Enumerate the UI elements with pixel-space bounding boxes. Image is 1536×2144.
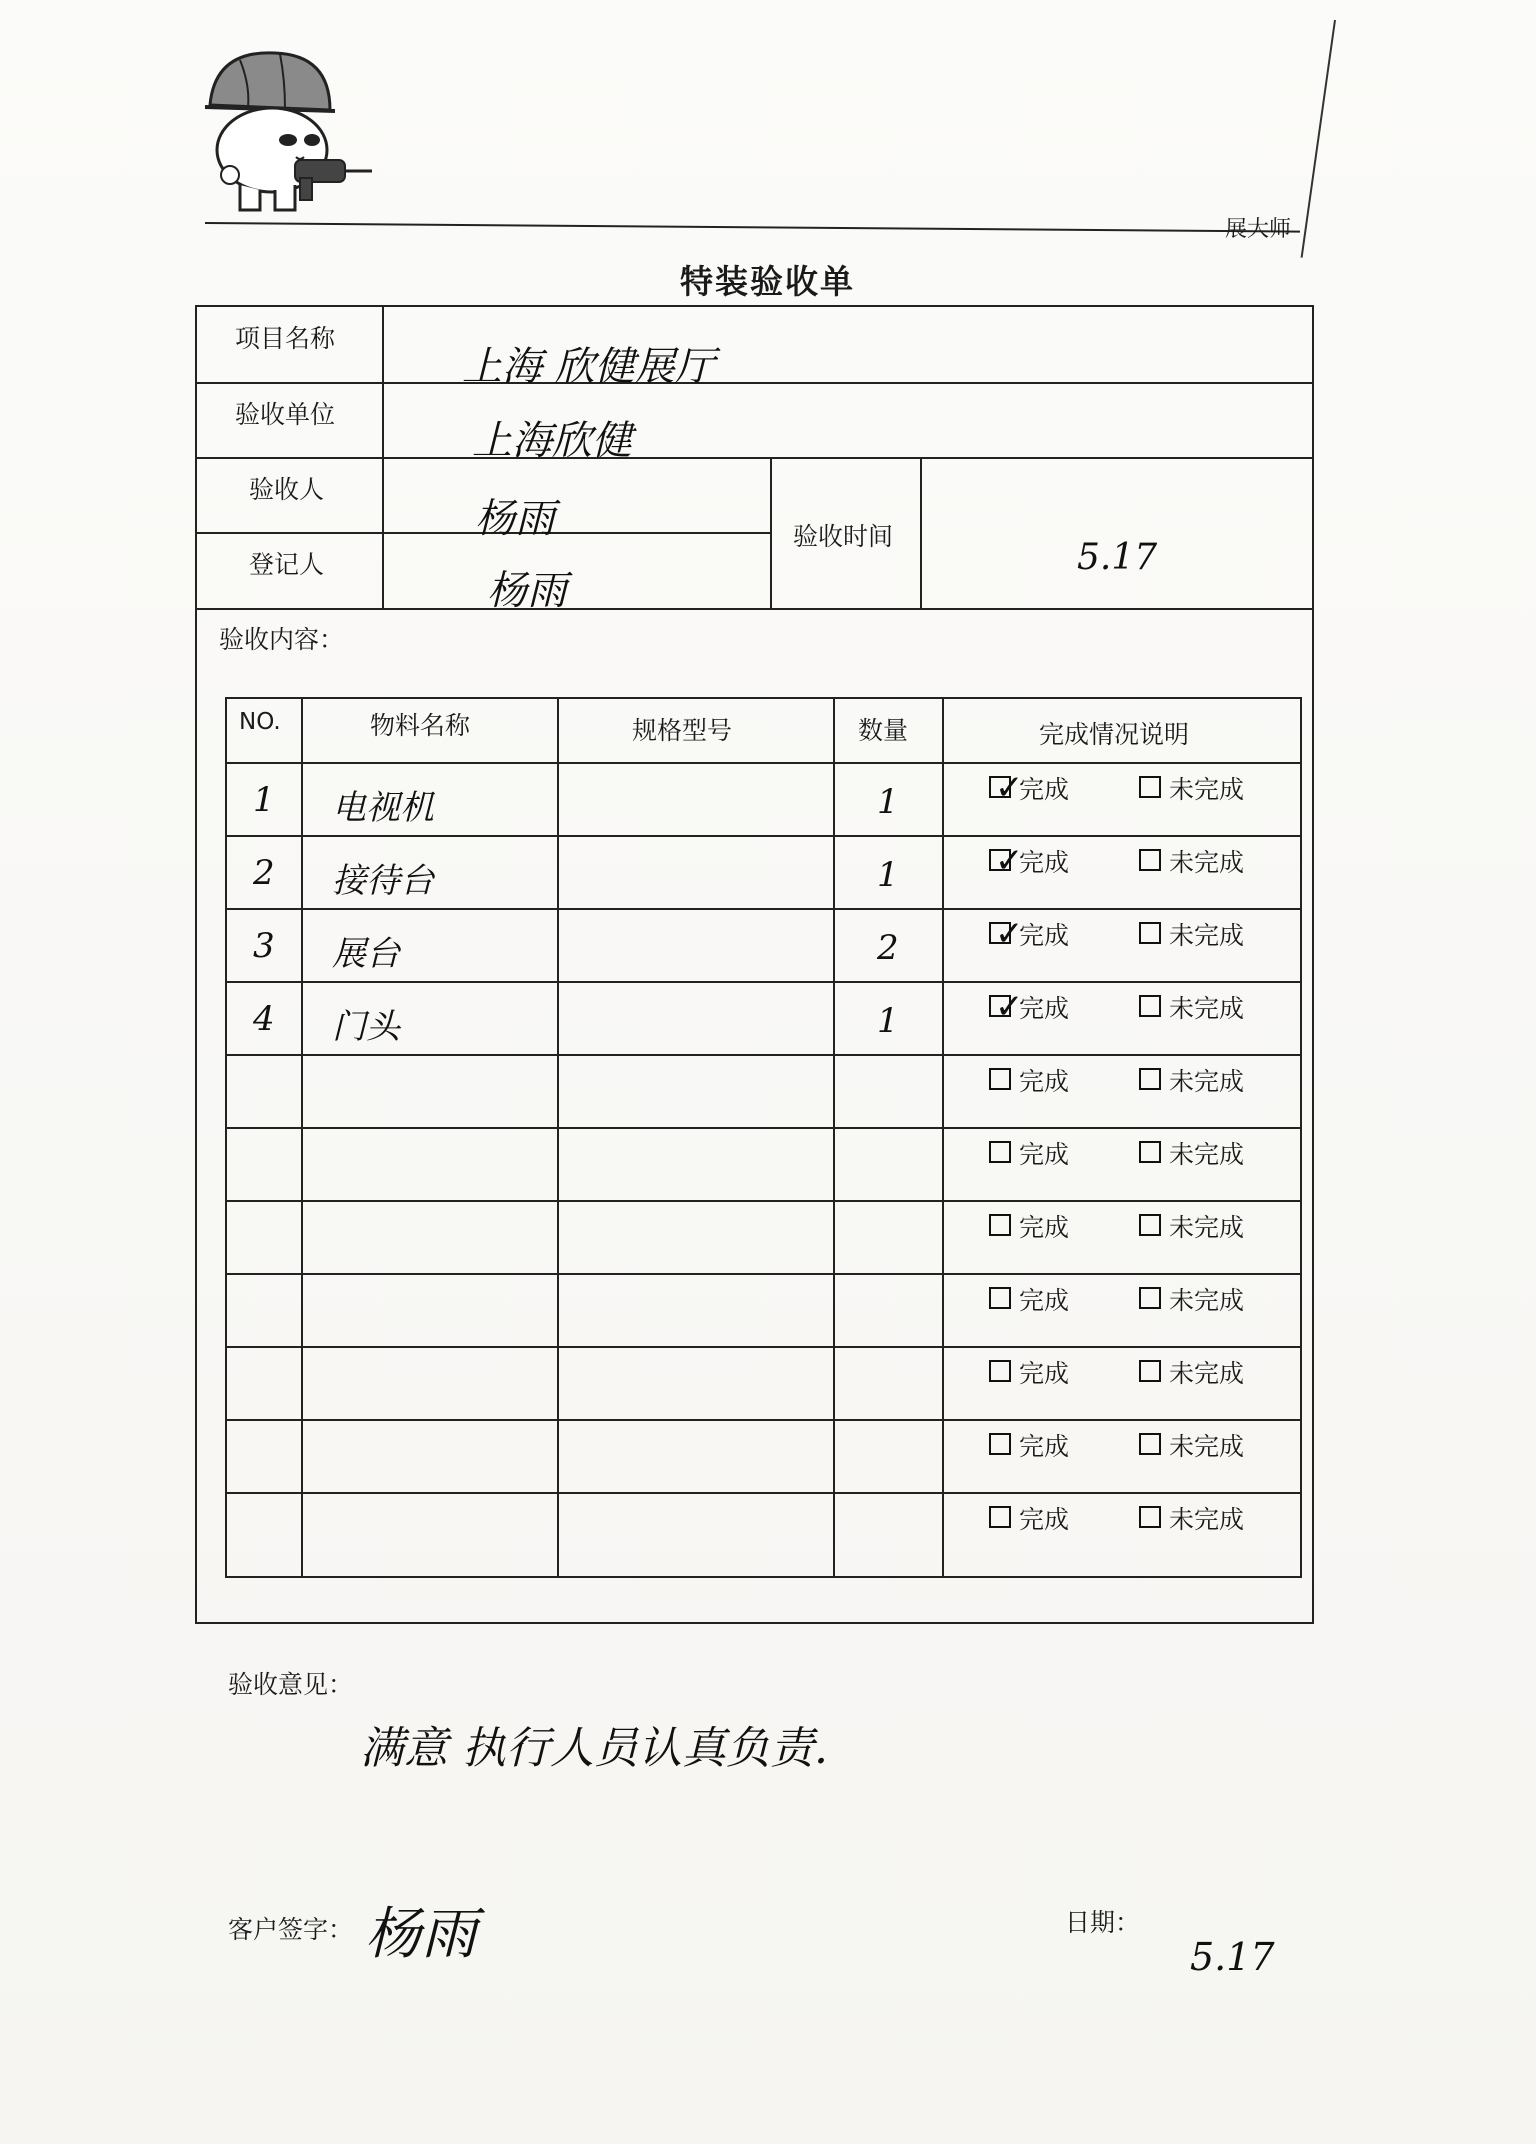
undone-checkbox[interactable]	[1139, 1214, 1161, 1236]
done-option-label: 完成	[1019, 921, 1070, 950]
quantity-value: 1	[877, 1001, 899, 1041]
undone-checkbox[interactable]	[1139, 1287, 1161, 1309]
undone-checkbox[interactable]	[1139, 776, 1161, 798]
label-unit: 验收单位	[235, 400, 336, 429]
label-inspector: 验收人	[249, 475, 325, 504]
row-line	[227, 1492, 1300, 1494]
mascot-logo-icon	[200, 45, 380, 220]
header-material: 物料名称	[370, 711, 471, 740]
done-checkbox[interactable]	[989, 1506, 1011, 1528]
time-label-left-line	[770, 457, 772, 608]
items-table	[225, 697, 1302, 1578]
material-name: 展台	[332, 934, 400, 974]
undone-checkbox[interactable]	[1139, 922, 1161, 944]
done-option-label: 完成	[1019, 1286, 1070, 1315]
row-number: 4	[253, 999, 275, 1039]
done-checkbox[interactable]	[989, 1141, 1011, 1163]
done-option-label: 完成	[1019, 1432, 1070, 1461]
unit-value: 上海欣健	[472, 418, 632, 464]
form-title: 特装验收单	[680, 262, 855, 301]
done-checkbox[interactable]	[989, 1068, 1011, 1090]
date-label: 日期：	[1065, 1908, 1141, 1937]
undone-option-label: 未完成	[1169, 1359, 1245, 1388]
row-unit	[197, 382, 1312, 459]
done-check-mark: ✓	[995, 987, 1024, 1027]
quantity-value: 1	[877, 855, 899, 895]
done-option-label: 完成	[1019, 848, 1070, 877]
header-spec: 规格型号	[632, 716, 733, 745]
undone-option-label: 未完成	[1169, 1505, 1245, 1534]
label-time: 验收时间	[793, 522, 894, 551]
inspector-value: 杨雨	[475, 496, 555, 542]
done-checkbox[interactable]	[989, 1360, 1011, 1382]
col-line-4	[942, 699, 944, 1576]
label-project-name: 项目名称	[235, 324, 336, 353]
undone-option-label: 未完成	[1169, 1432, 1245, 1461]
time-label-right-line	[920, 457, 922, 608]
undone-option-label: 未完成	[1169, 848, 1245, 877]
col-line-3	[833, 699, 835, 1576]
done-option-label: 完成	[1019, 1213, 1070, 1242]
header-no: NO.	[239, 709, 281, 735]
done-option-label: 完成	[1019, 1505, 1070, 1534]
done-checkbox[interactable]	[989, 1287, 1011, 1309]
brand-text: 展大师	[1225, 217, 1292, 242]
undone-option-label: 未完成	[1169, 1067, 1245, 1096]
customer-signature: 杨雨	[365, 1902, 477, 1967]
done-option-label: 完成	[1019, 1140, 1070, 1169]
material-name: 接待台	[332, 861, 434, 901]
done-option-label: 完成	[1019, 775, 1070, 804]
done-check-mark: ✓	[995, 841, 1024, 881]
project-name-value: 上海 欣健展厅	[462, 344, 715, 390]
undone-checkbox[interactable]	[1139, 849, 1161, 871]
header-status: 完成情况说明	[1039, 720, 1190, 749]
header-line	[227, 762, 1300, 764]
undone-checkbox[interactable]	[1139, 1506, 1161, 1528]
quantity-value: 1	[877, 782, 899, 822]
registrar-value: 杨雨	[487, 568, 567, 614]
undone-option-label: 未完成	[1169, 1286, 1245, 1315]
row-line	[227, 1346, 1300, 1348]
done-option-label: 完成	[1019, 1067, 1070, 1096]
label-registrar: 登记人	[249, 550, 325, 579]
row-inspector	[197, 457, 1312, 532]
row-number: 3	[253, 926, 275, 966]
material-name: 门头	[332, 1007, 400, 1047]
row-line	[227, 1200, 1300, 1202]
done-checkbox[interactable]	[989, 1214, 1011, 1236]
col-line-1	[301, 699, 303, 1576]
col-line-2	[557, 699, 559, 1576]
row-line	[227, 981, 1300, 983]
undone-checkbox[interactable]	[1139, 995, 1161, 1017]
row-line	[227, 835, 1300, 837]
done-option-label: 完成	[1019, 994, 1070, 1023]
undone-option-label: 未完成	[1169, 1140, 1245, 1169]
undone-checkbox[interactable]	[1139, 1360, 1161, 1382]
done-option-label: 完成	[1019, 1359, 1070, 1388]
undone-checkbox[interactable]	[1139, 1141, 1161, 1163]
row-line	[227, 1273, 1300, 1275]
date-value: 5.17	[1190, 1935, 1275, 1979]
row-line	[227, 908, 1300, 910]
row-divider-registrar	[197, 608, 1312, 610]
undone-option-label: 未完成	[1169, 994, 1245, 1023]
undone-option-label: 未完成	[1169, 1213, 1245, 1242]
undone-option-label: 未完成	[1169, 921, 1245, 950]
undone-option-label: 未完成	[1169, 775, 1245, 804]
time-value: 5.17	[1077, 537, 1158, 578]
label-column-line	[382, 307, 384, 608]
row-line	[227, 1127, 1300, 1129]
label-content: 验收内容：	[219, 625, 345, 654]
row-line	[227, 1419, 1300, 1421]
opinion-text: 满意 执行人员认真负责.	[360, 1723, 828, 1774]
header-qty: 数量	[858, 716, 909, 745]
row-project	[197, 307, 1312, 384]
opinion-label: 验收意见：	[228, 1670, 354, 1699]
done-check-mark: ✓	[995, 768, 1024, 808]
signature-label: 客户签字：	[228, 1915, 354, 1944]
done-checkbox[interactable]	[989, 1433, 1011, 1455]
row-number: 2	[253, 853, 275, 893]
undone-checkbox[interactable]	[1139, 1068, 1161, 1090]
done-check-mark: ✓	[995, 914, 1024, 954]
quantity-value: 2	[877, 928, 899, 968]
material-name: 电视机	[332, 788, 434, 828]
row-number: 1	[253, 780, 275, 820]
row-line	[227, 1054, 1300, 1056]
undone-checkbox[interactable]	[1139, 1433, 1161, 1455]
